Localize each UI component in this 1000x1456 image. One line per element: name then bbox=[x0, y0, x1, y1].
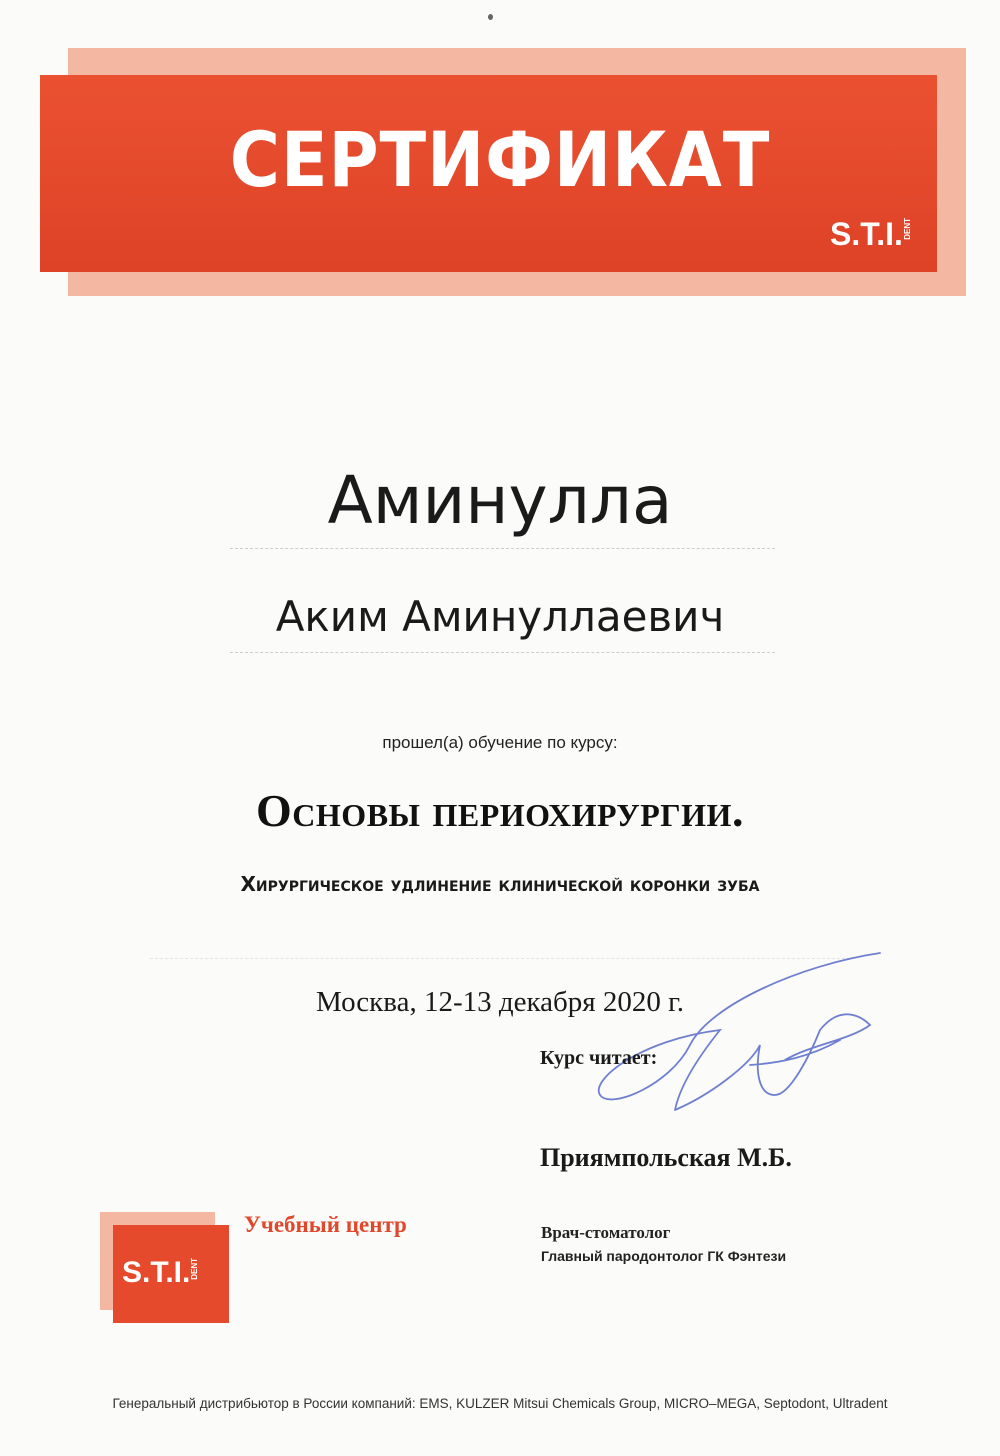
completed-label: прошел(а) обучение по курсу: bbox=[382, 733, 618, 752]
punch-mark bbox=[488, 14, 493, 20]
lecturer-position: Главный пародонтолог ГК Фэнтези bbox=[541, 1248, 787, 1264]
place-date: Москва, 12-13 декабря 2020 г. bbox=[316, 986, 684, 1018]
logo-sub: DENT bbox=[190, 1258, 200, 1280]
training-center-label: Учебный центр bbox=[244, 1212, 407, 1237]
logo-sub: DENT bbox=[902, 218, 912, 240]
signature bbox=[580, 945, 890, 1140]
sti-logo-top bbox=[830, 218, 912, 250]
sti-logo-bottom bbox=[122, 1258, 199, 1288]
divider bbox=[230, 652, 775, 653]
logo-text: S.T.I. bbox=[122, 1256, 191, 1289]
course-title: Основы периохирургии. bbox=[256, 785, 744, 836]
logo-text: S.T.I. bbox=[830, 216, 903, 252]
lecturer-label: Курс читает: bbox=[540, 1047, 658, 1069]
divider bbox=[230, 548, 775, 549]
distributor-footer: Генеральный дистрибьютор в России компаний: EMS, KULZER Mitsui Chemicals Group, MICRO–MEGA, Septodont, Ultradent bbox=[112, 1396, 888, 1411]
participant-given-names: Аким Аминуллаевич bbox=[275, 592, 725, 641]
lecturer-name: Приямпольская М.Б. bbox=[540, 1143, 792, 1172]
lecturer-role: Врач-стоматолог bbox=[541, 1223, 671, 1242]
participant-surname: Аминулла bbox=[327, 462, 673, 539]
course-subtitle: Хирургическое удлинение клинической коронки зуба bbox=[240, 872, 760, 896]
certificate-title: СЕРТИФИКАТ bbox=[229, 115, 771, 204]
